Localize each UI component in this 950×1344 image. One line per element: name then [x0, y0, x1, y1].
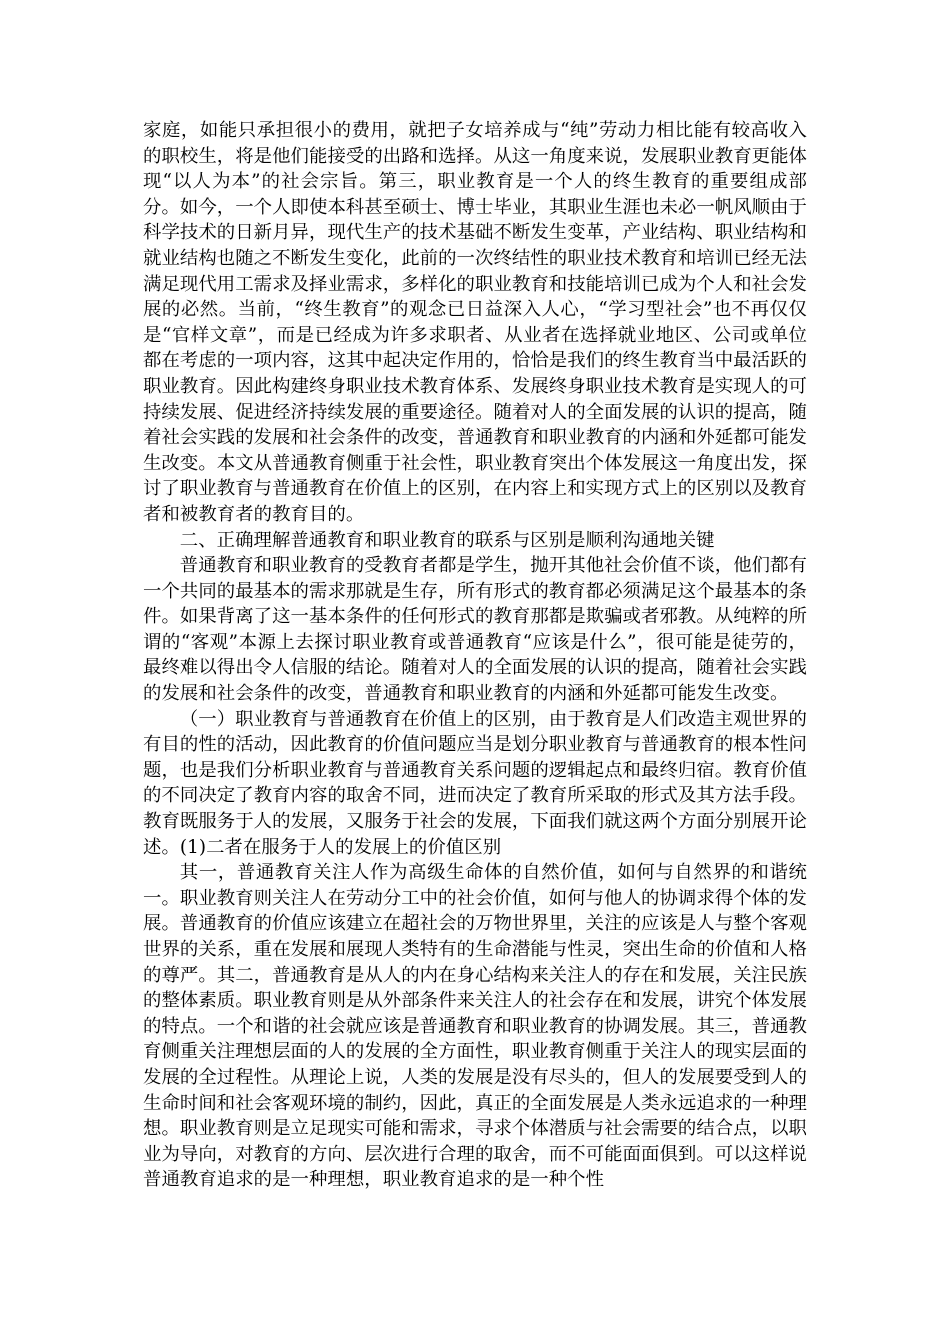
paragraph-continued: 家庭，如能只承担很小的费用，就把子女培养成与“纯”劳动力相比能有较高收入的职校生，将是他们能接受的出路和选择。从这一角度来说，发展职业教育更能体现“以人为本”的社会宗旨。第三，职业教育是一个人的终生教育的重要组成部分。如今，一个人即使本科甚至硕士、博士毕业，其职业生涯也未必一帆风顺由于科学技术的日新月异，现代生产的技术基础不断发生变革，产业结构、职业结构和就业结构也随之不断发生变化，此前的一次终结性的职业技术教育和培训已经无法满足现代用工需求及择业需求，多样化的职业教育和技能培训已成为个人和社会发展的必然。当前，“终生教育”的观念已日益深入人心，“学习型社会”也不再仅仅是“官样文章”，而是已经成为许多求职者、从业者在选择就业地区、公司或单位都在考虑的一项内容，这其中起决定作用的，恰恰是我们的终生教育当中最活跃的职业教育。因此构建终身职业技术教育体系、发展终身职业技术教育是实现人的可持续发展、促进经济持续发展的重要途径。随着对人的全面发展的认识的提高，随着社会实践的发展和社会条件的改变，普通教育和职业教育的内涵和外延都可能发生改变。本文从普通教育侧重于社会性，职业教育突出个体发展这一角度出发，探讨了职业教育与普通教育在价值上的区别，在内容上和实现方式上的区别以及教育者和被教育者的教育目的。: [143, 120, 807, 525]
document-body: [143, 118, 807, 1193]
paragraph: （一）职业教育与普通教育在价值上的区别，由于教育是人们改造主观世界的有目的性的活动，因此教育的价值问题应当是划分职业教育与普通教育的根本性问题，也是我们分析职业教育与普通教育关系问题的逻辑起点和最终归宿。教育价值的不同决定了教育内容的取舍不同，进而决定了教育所采取的形式及其方法手段。教育既服务于人的发展，又服务于社会的发展，下面我们就这两个方面分别展开论述。(1)二者在服务于人的发展上的价值区别: [143, 708, 807, 858]
section-heading: 二、正确理解普通教育和职业教育的联系与区别是顺利沟通地关键: [179, 529, 715, 551]
paragraph: 其一，普通教育关注人作为高级生命体的自然价值，如何与自然界的和谐统一。职业教育则关注人在劳动分工中的社会价值，如何与他人的协调求得个体的发展。普通教育的价值应该建立在超社会的万物世界里，关注的应该是人与整个客观世界的关系，重在发展和展现人类特有的生命潜能与性灵，突出生命的价值和人格的尊严。其二，普通教育是从人的内在身心结构来关注人的存在和发展，关注民族的整体素质。职业教育则是从外部条件来关注人的社会存在和发展，讲究个体发展的特点。一个和谐的社会就应该是普通教育和职业教育的协调发展。其三，普通教育侧重关注理想层面的人的发展的全方面性，职业教育侧重于关注人的现实层面的发展的全过程性。从理论上说，人类的发展是没有尽头的，但人的发展要受到人的生命时间和社会客观环境的制约，因此，真正的全面发展是人类永远追求的一种理想。职业教育则是立足现实可能和需求，寻求个体潜质与社会需要的结合点，以职业为导向，对教育的方向、层次进行合理的取舍，而不可能面面俱到。可以这样说普通教育追求的是一种理想，职业教育追求的是一种个性: [143, 862, 807, 1191]
paragraph: 普通教育和职业教育的受教育者都是学生，抛开其他社会价值不谈，他们都有一个共同的最基本的需求那就是生存，所有形式的教育都必须满足这个最基本的条件。如果背离了这一基本条件的任何形式的教育那都是欺骗或者邪教。从纯粹的所谓的“客观”本源上去探讨职业教育或普通教育“应该是什么”，很可能是徒劳的，最终难以得出令人信服的结论。随着对人的全面发展的认识的提高，随着社会实践的发展和社会条件的改变，普通教育和职业教育的内涵和外延都可能发生改变。: [143, 555, 807, 705]
